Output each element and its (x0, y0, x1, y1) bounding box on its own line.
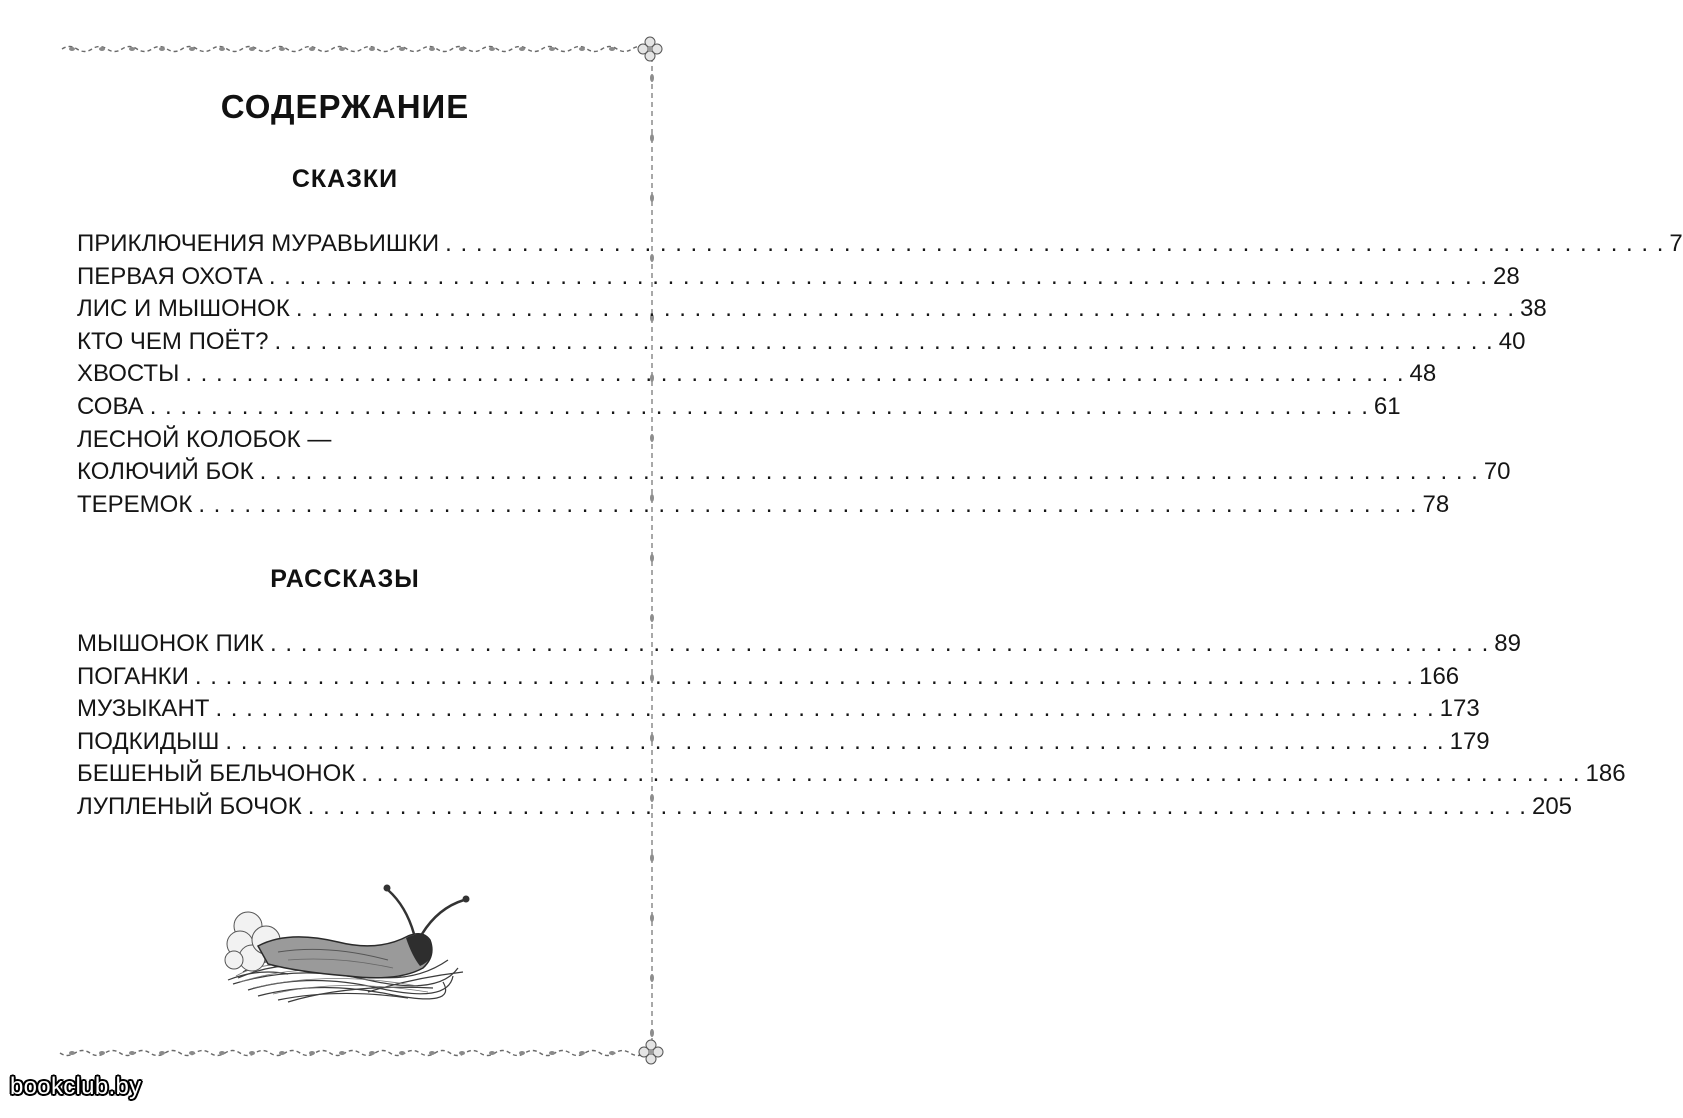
vine-border-right (644, 48, 660, 1056)
toc-entry[interactable] (77, 424, 605, 457)
toc-entry-title: ЛУПЛЕНЫЙ БОЧОК (77, 792, 302, 820)
toc-entry-page: 173 (1439, 695, 1480, 723)
toc-entry-title: ПОГАНКИ (77, 662, 189, 690)
toc-entry-title: ПРИКЛЮЧЕНИЯ МУРАВЬИШКИ (77, 230, 440, 257)
toc-entry-title: ХВОСТЫ (77, 360, 180, 388)
toc-entry-title: ЛИС И МЫШОНОК (77, 295, 290, 323)
dot-leader: . . . . . . . . . . . . . . . . . . . . . . . . . . . . . . . . . . . . . . . . . . . . . . . . . . . . . . . . . . . . . . . . . . . . . . . . . . . . . . . . (259, 458, 1479, 486)
dot-leader: . . . . . . . . . . . . . . . . . . . . . . . . . . . . . . . . . . . . . . . . . . . . . . . . . . . . . . . . . . . . . . . . . . . . . . . . . . . . . . . . (307, 792, 1527, 820)
toc-entry-page: 78 (1422, 490, 1450, 518)
toc-entry-title: ТЕРЕМОК (77, 490, 193, 518)
toc-entry-page: 28 (1493, 262, 1520, 290)
toc-entry-title: КОЛЮЧИЙ БОК (77, 458, 254, 486)
toc-entry[interactable] (77, 326, 1526, 359)
toc-entry[interactable] (77, 228, 1683, 261)
toc-entry[interactable] (77, 726, 1490, 759)
snail-illustration (218, 860, 478, 1010)
toc-entry[interactable] (77, 758, 1626, 791)
vine-border-top (62, 42, 662, 56)
section-heading: РАССКАЗЫ (270, 565, 420, 593)
toc-entry-page: 61 (1373, 392, 1401, 420)
toc-entry-title: МУЗЫКАНТ (77, 695, 210, 723)
vine-border-bottom (60, 1046, 670, 1060)
toc-entry[interactable] (77, 261, 1520, 294)
toc-entry-title: СОВА (77, 392, 144, 420)
toc-entry-title: ПЕРВАЯ ОХОТА (77, 262, 263, 290)
toc-entry-title: ЛЕСНОЙ КОЛОБОК — (77, 425, 332, 453)
toc-entry-title: ПОДКИДЫШ (77, 727, 220, 755)
toc-entry-page: 38 (1520, 295, 1547, 323)
page-title: СОДЕРЖАНИЕ (220, 88, 470, 125)
toc-entry[interactable] (77, 661, 1460, 694)
section-heading: СКАЗКИ (291, 165, 399, 193)
toc-entry[interactable] (77, 391, 1401, 424)
flower-icon (637, 36, 663, 62)
toc-entry-title: БЕШЕНЫЙ БЕЛЬЧОНОК (77, 760, 356, 788)
toc-entry-page: 179 (1449, 727, 1490, 755)
dot-leader: . . . . . . . . . . . . . . . . . . . . . . . . . . . . . . . . . . . . . . . . . . . . . . . . . . . . . . . . . . . . . . . . . . . . . . . . . . . . . . . . (268, 262, 1489, 290)
toc-entry-page: 48 (1409, 360, 1437, 388)
dot-leader: . . . . . . . . . . . . . . . . . . . . . . . . . . . . . . . . . . . . . . . . . . . . . . . . . . . . . . . . . . . . . . . . . . . . . . . . . . . . . . . . (270, 630, 1490, 657)
toc-entry-page: 7 (1669, 230, 1683, 257)
toc-entry[interactable] (77, 358, 1437, 391)
toc-entry-title: КТО ЧЕМ ПОЁТ? (77, 327, 269, 355)
dot-leader: . . . . . . . . . . . . . . . . . . . . . . . . . . . . . . . . . . . . . . . . . . . . . . . . . . . . . . . . . . . . . . . . . . . . . . . . . . . . . . . . (225, 727, 1445, 755)
toc-entry-page: 205 (1531, 792, 1573, 820)
toc-entry[interactable] (77, 791, 1573, 824)
dot-leader: . . . . . . . . . . . . . . . . . . . . . . . . . . . . . . . . . . . . . . . . . . . . . . . . . . . . . . . . . . . . . . . . . . . . . . . . . . . . . . . . (215, 695, 1435, 723)
toc-list (77, 228, 1683, 521)
dot-leader: . . . . . . . . . . . . . . . . . . . . . . . . . . . . . . . . . . . . . . . . . . . . . . . . . . . . . . . . . . . . . . . . . . . . . . . . . . . . . . . . (295, 295, 1516, 323)
toc-list (77, 628, 1626, 824)
toc-entry-page: 166 (1419, 662, 1460, 690)
dot-leader: . . . . . . . . . . . . . . . . . . . . . . . . . . . . . . . . . . . . . . . . . . . . . . . . . . . . . . . . . . . . . . . . . . . . . . . . . . . . . . . . (198, 490, 1418, 518)
toc-entry[interactable] (77, 456, 1511, 489)
dot-leader: . . . . . . . . . . . . . . . . . . . . . . . . . . . . . . . . . . . . . . . . . . . . . . . . . . . . . . . . . . . . . . . . . . . . . . . . . . . . . . . . (361, 760, 1581, 788)
flower-icon (638, 1039, 664, 1065)
toc-entry-page: 89 (1494, 630, 1521, 657)
toc-entry[interactable] (77, 628, 1521, 661)
toc-entry-page: 70 (1483, 458, 1511, 486)
toc-entry-page: 40 (1498, 327, 1526, 355)
toc-entry-page: 186 (1585, 760, 1626, 788)
dot-leader: . . . . . . . . . . . . . . . . . . . . . . . . . . . . . . . . . . . . . . . . . . . . . . . . . . . . . . . . . . . . . . . . . . . . . . . . . . . . . . . . (185, 360, 1405, 388)
dot-leader: . . . . . . . . . . . . . . . . . . . . . . . . . . . . . . . . . . . . . . . . . . . . . . . . . . . . . . . . . . . . . . . . . . . . . . . . . . . . . . . . (445, 230, 1665, 257)
dot-leader: . . . . . . . . . . . . . . . . . . . . . . . . . . . . . . . . . . . . . . . . . . . . . . . . . . . . . . . . . . . . . . . . . . . . . . . . . . . . . . . . (274, 327, 1494, 355)
toc-entry[interactable] (77, 293, 1547, 326)
toc-entry-title: МЫШОНОК ПИК (77, 630, 265, 657)
dot-leader: . . . . . . . . . . . . . . . . . . . . . . . . . . . . . . . . . . . . . . . . . . . . . . . . . . . . . . . . . . . . . . . . . . . . . . . . . . . . . . . . (194, 662, 1415, 690)
dot-leader: . . . . . . . . . . . . . . . . . . . . . . . . . . . . . . . . . . . . . . . . . . . . . . . . . . . . . . . . . . . . . . . . . . . . . . . . . . . . . . . . (149, 392, 1369, 420)
toc-entry[interactable] (77, 489, 1450, 522)
toc-entry[interactable] (77, 693, 1480, 726)
watermark: bookclub.by (10, 1073, 142, 1100)
